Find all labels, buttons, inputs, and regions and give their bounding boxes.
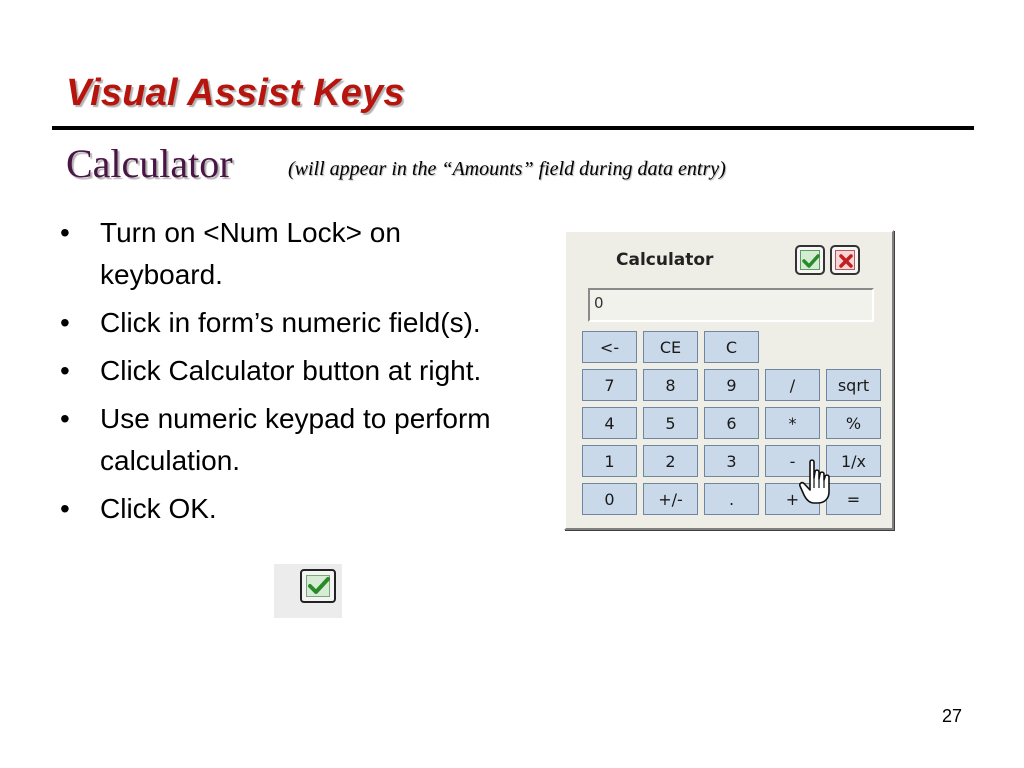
bullet-list xyxy=(56,212,496,536)
key-add[interactable]: + xyxy=(765,483,820,515)
key-6[interactable]: 6 xyxy=(704,407,759,439)
checkmark-icon xyxy=(304,572,334,600)
calculator-dialog xyxy=(564,230,894,530)
key-sqrt[interactable]: sqrt xyxy=(826,369,881,401)
subtitle-note: (will appear in the “Amounts” field during data entry) xyxy=(288,158,726,180)
key-7[interactable]: 7 xyxy=(582,369,637,401)
key-plus-minus[interactable]: +/- xyxy=(643,483,698,515)
key-reciprocal[interactable]: 1/x xyxy=(826,445,881,477)
key-5[interactable]: 5 xyxy=(643,407,698,439)
page-number: 27 xyxy=(942,706,963,726)
key-1[interactable]: 1 xyxy=(582,445,637,477)
key-clear-entry[interactable]: CE xyxy=(643,331,698,363)
key-backspace[interactable]: <- xyxy=(582,331,637,363)
bullet-item: • Click Calculator button at right. xyxy=(56,350,496,392)
key-clear[interactable]: C xyxy=(704,331,759,363)
ok-button[interactable] xyxy=(300,569,336,603)
key-8[interactable]: 8 xyxy=(643,369,698,401)
key-divide[interactable]: / xyxy=(765,369,820,401)
key-0[interactable]: 0 xyxy=(582,483,637,515)
slide-title: Visual Assist Keys xyxy=(66,72,405,114)
bullet-item: • Use numeric keypad to perform calculation. xyxy=(56,398,496,482)
ok-button-sample xyxy=(274,564,342,618)
slide-subtitle: Calculator xyxy=(66,141,233,186)
checkmark-icon xyxy=(799,249,823,273)
key-3[interactable]: 3 xyxy=(704,445,759,477)
x-icon xyxy=(834,249,858,273)
key-2[interactable]: 2 xyxy=(643,445,698,477)
calculator-cancel-button[interactable] xyxy=(830,245,860,275)
key-9[interactable]: 9 xyxy=(704,369,759,401)
hand-pointer-icon xyxy=(799,458,833,506)
key-percent[interactable]: % xyxy=(826,407,881,439)
calculator-title: Calculator xyxy=(616,250,714,270)
calculator-display[interactable]: 0 xyxy=(588,288,874,322)
bullet-item: • Turn on <Num Lock> on keyboard. xyxy=(56,212,496,296)
key-subtract[interactable]: - xyxy=(765,445,820,477)
key-equals[interactable]: = xyxy=(826,483,881,515)
bullet-item: • Click OK. xyxy=(56,488,496,530)
key-multiply[interactable]: * xyxy=(765,407,820,439)
bullet-item: • Click in form’s numeric field(s). xyxy=(56,302,496,344)
key-4[interactable]: 4 xyxy=(582,407,637,439)
key-decimal[interactable]: . xyxy=(704,483,759,515)
calculator-ok-button[interactable] xyxy=(795,245,825,275)
title-divider xyxy=(52,126,974,130)
